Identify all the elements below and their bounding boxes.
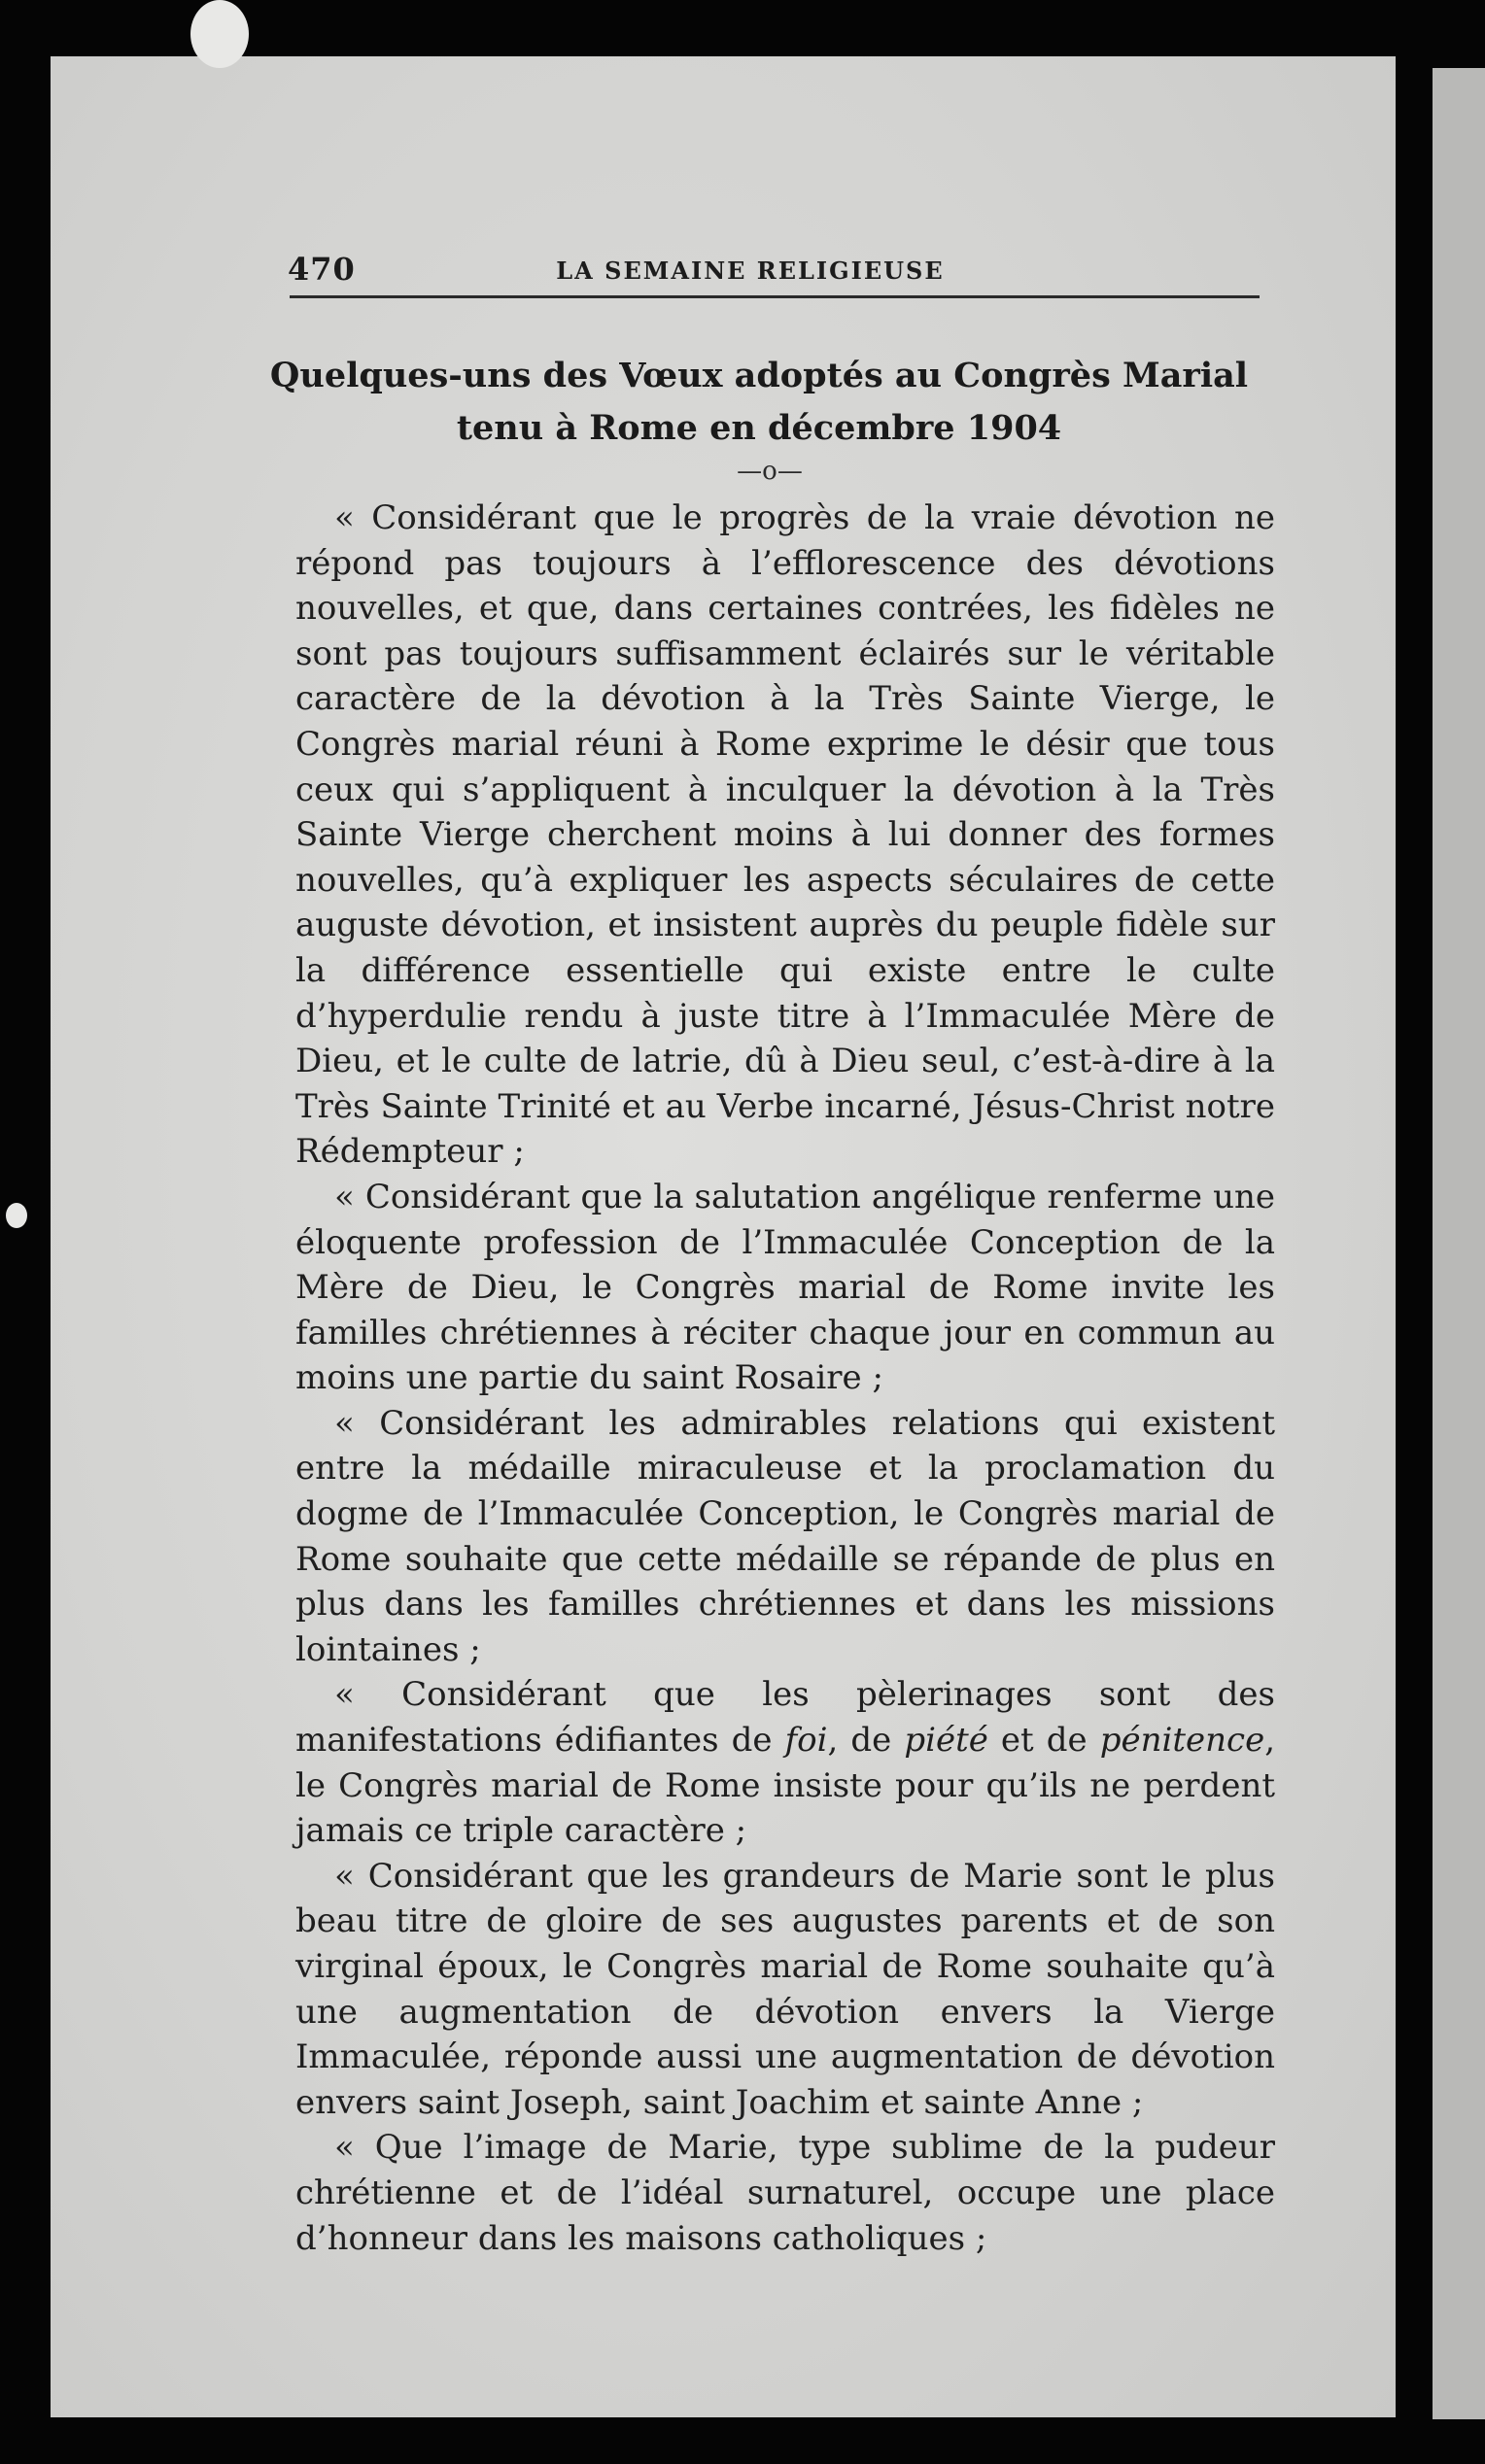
running-title: LA SEMAINE RELIGIEUSE — [556, 257, 945, 285]
paragraph: « Considérant que le progrès de la vraie dévotion ne répond pas toujours à l’efflorescence des dévotions nouvelles, et que, dans certaines contrées, les fidèles ne sont pas toujours suffisamment éclairés sur le véritable caractère de la dévotion à la Très Sainte Vierge, le Congrès marial réuni à Rome exprime le désir que tous ceux qui s’appliquent à inculquer la dévotion à la Très Sainte Vierge cherchent moins à lui donner des formes nouvelles, qu’à expliquer les aspects séculaires de cette auguste dévotion, et insistent auprès du peuple fidèle sur la différence essentielle qui existe entre le culte d’hyperdulie rendu à juste titre à l’Immaculée Mère de Dieu, et le culte de latrie, dû à Dieu seul, c’est-à-dire à la Très Sainte Trinité et au Verbe incarné, Jésus-Christ notre Rédempteur ; — [295, 498, 1275, 1172]
adjacent-page-edge — [1433, 68, 1485, 2419]
title-separator: —o— — [737, 457, 803, 486]
italic-foi: foi — [784, 1721, 828, 1761]
page-number: 470 — [288, 251, 356, 288]
paragraph: « Considérant que la salutation angélique renferme une éloquente profession de l’Immaculée Conception de la Mère de Dieu, le Congrès marial de Rome invite les familles chrétiennes à réciter chaque jour en commun au moins une partie du saint Rosaire ; — [295, 1177, 1275, 1398]
article-title — [268, 350, 1250, 455]
italic-penitence: pénitence — [1099, 1721, 1265, 1761]
paragraph-text: , le Congrès marial de Rome insiste pour qu’ils ne perdent jamais ce triple caractère ; — [295, 1721, 1276, 1851]
paragraph: « Considérant que les grandeurs de Marie sont le plus beau titre de gloire de ses augustes parents et de son virginal époux, le Congrès marial de Rome souhaite qu’à une augmentation de dévotion envers la Vierge Immaculée, réponde aussi une augmentation de dévotion envers saint Joseph, saint Joachim et sainte Anne ; — [295, 1856, 1275, 2122]
paragraph-text: « Considérant que les pèlerinages sont des manifestations édifiantes de — [295, 1675, 1275, 1761]
paper-speck — [6, 1203, 27, 1228]
paper-speck — [190, 0, 249, 68]
title-line-2: tenu à Rome en décembre 1904 — [456, 408, 1062, 448]
header-rule — [290, 295, 1260, 298]
page-header — [239, 245, 1261, 299]
paragraph-text: , de — [827, 1721, 905, 1761]
italic-piete: piété — [904, 1721, 988, 1761]
paragraph: « Que l’image de Marie, type sublime de la pudeur chrétienne et de l’idéal surnaturel, occupe une place d’honneur dans les maisons catholiques ; — [295, 2128, 1275, 2258]
paragraph: « Considérant les admirables relations qui existent entre la médaille miraculeuse et la proclamation du dogme de l’Immaculée Conception, le Congrès marial de Rome souhaite que cette médaille se répande de plus en plus dans les familles chrétiennes et dans les missions lointaines ; — [295, 1403, 1275, 1669]
paragraph-text: et de — [987, 1721, 1100, 1761]
paragraph — [295, 1672, 1275, 1853]
title-line-1: Quelques-uns des Vœux adoptés au Congrès Marial — [269, 356, 1249, 395]
article-body — [295, 496, 1275, 2261]
